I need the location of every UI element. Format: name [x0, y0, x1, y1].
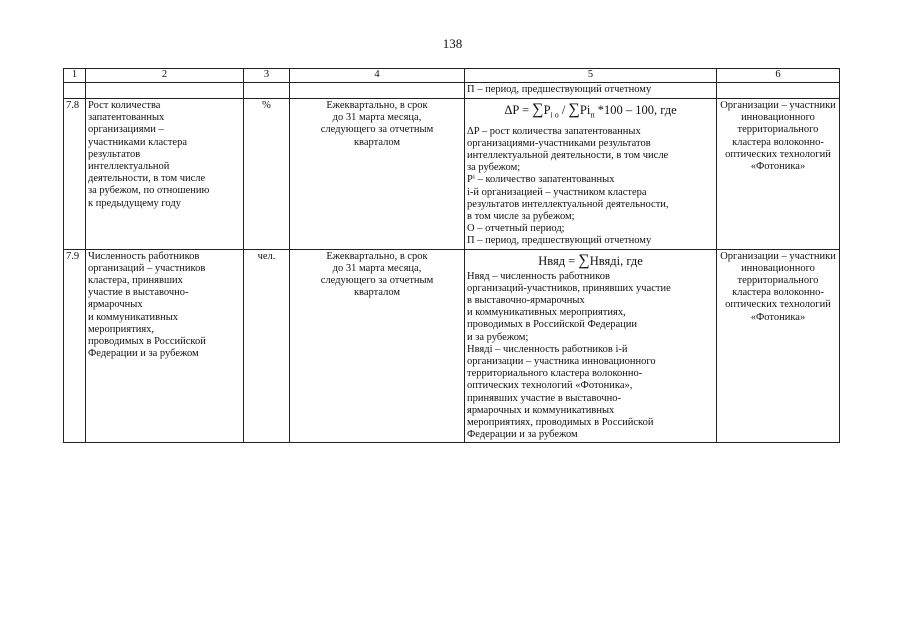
- indicator-name: [86, 99, 244, 250]
- text-line: мероприятиях, проводимых в Российской: [467, 416, 654, 428]
- text-line: кластера, принявших: [88, 274, 183, 286]
- formula-description: [467, 126, 714, 248]
- formula-divide: /: [558, 103, 569, 117]
- text-line: инновационного: [741, 262, 815, 274]
- header-col-2: 2: [86, 69, 244, 83]
- text-line: территориального: [737, 124, 819, 136]
- text-line: деятельности, в том числе: [88, 173, 206, 185]
- formula: [467, 253, 714, 269]
- text-line: ΔP – рост количества запатентованных: [467, 125, 641, 137]
- text-line: за рубежом;: [467, 162, 521, 174]
- text-line: в том числе за рубежом;: [467, 210, 575, 222]
- formula-right: *100 – 100, где: [594, 103, 677, 117]
- text-line: П – период, предшествующий отчетному: [467, 235, 652, 247]
- text-line: кластера волоконно-: [732, 287, 824, 299]
- text-line: территориального кластера волоконно-: [467, 368, 643, 380]
- cont-cell-2: [86, 83, 244, 99]
- text-line: проводимых в Российской Федерации: [467, 319, 638, 331]
- formula-left: Нвяд =: [538, 253, 579, 268]
- text-line: и за рубежом;: [467, 331, 529, 343]
- text-line: организации – участника инновационного: [467, 355, 656, 367]
- table-row: [64, 249, 840, 443]
- formula-term: Pi: [579, 103, 591, 117]
- formula-right: Нвядi, где: [589, 253, 643, 268]
- text-line: интеллектуальной: [88, 161, 170, 173]
- continuation-row: [64, 83, 840, 99]
- unit: чел.: [244, 249, 290, 443]
- text-line: и коммуникативных: [88, 311, 179, 323]
- text-line: организациями –: [88, 124, 164, 136]
- header-col-6: 6: [717, 69, 840, 83]
- text-line: за рубежом, по отношению: [88, 185, 210, 197]
- text-line: участниками кластера: [88, 136, 187, 148]
- text-line: Нвяд – численность работников: [467, 270, 610, 282]
- header-col-1: 1: [64, 69, 86, 83]
- text-line: Федерации и за рубежом: [88, 348, 199, 360]
- text-line: Нвядi – численность работников i-й: [467, 343, 628, 355]
- calculation-method: [465, 249, 717, 443]
- cont-cell-1: [64, 83, 86, 99]
- text-line: территориального: [737, 274, 819, 286]
- formula-subscript: i о: [550, 110, 559, 120]
- header-col-5: 5: [465, 69, 717, 83]
- text-line: результатов: [88, 148, 141, 160]
- text-line: Ежеквартально, в срок: [326, 250, 428, 262]
- text-line: до 31 марта месяца,: [332, 112, 422, 124]
- text-line: кварталом: [353, 287, 401, 299]
- sum-symbol: ∑: [568, 101, 580, 118]
- text-line: Организации – участники: [720, 250, 836, 262]
- text-line: Численность работников: [88, 250, 200, 262]
- formula-left: ΔP =: [504, 103, 533, 117]
- row-number: 7.9: [64, 249, 86, 443]
- text-line: в выставочно-ярмарочных: [467, 294, 585, 306]
- text-line: кластера волоконно-: [732, 136, 824, 148]
- data-source: [717, 99, 840, 250]
- text-line: ярмарочных: [88, 299, 143, 311]
- reporting-period: [290, 99, 465, 250]
- text-line: оптических технологий: [725, 148, 831, 160]
- text-line: О – отчетный период;: [467, 223, 565, 235]
- text-line: интеллектуальной деятельности, в том числе: [467, 149, 669, 161]
- formula: [467, 102, 714, 124]
- text-line: участие в выставочно-: [88, 287, 189, 299]
- text-line: Pⁱ – количество запатентованных: [467, 174, 615, 186]
- page-number: 138: [442, 36, 463, 51]
- header-row: [64, 69, 840, 83]
- text-line: мероприятиях,: [88, 323, 155, 335]
- calculation-method: [465, 99, 717, 250]
- text-line: и коммуникативных мероприятиях,: [467, 307, 626, 319]
- text-line: кварталом: [353, 136, 401, 148]
- text-line: запатентованных: [88, 112, 165, 124]
- text-line: следующего за отчетным: [320, 274, 434, 286]
- indicator-name: [86, 249, 244, 443]
- text-line: «Фотоника»: [750, 161, 806, 173]
- reporting-period: [290, 249, 465, 443]
- table-row: [64, 99, 840, 250]
- text-line: инновационного: [741, 112, 815, 124]
- indicator-table: [63, 68, 840, 443]
- text-line: Федерации и за рубежом: [467, 429, 578, 441]
- text-line: следующего за отчетным: [320, 124, 434, 136]
- text-line: Организации – участники: [720, 100, 836, 111]
- text-line: i-й организацией – участником кластера: [467, 186, 647, 198]
- text-line: оптических технологий «Фотоника»,: [467, 380, 633, 392]
- sum-symbol: ∑: [532, 101, 544, 118]
- row-number: 7.8: [64, 99, 86, 250]
- text-line: к предыдущему году: [88, 197, 181, 209]
- formula-term: P: [543, 103, 551, 117]
- unit: %: [244, 99, 290, 250]
- formula-subscript: п: [590, 110, 595, 120]
- header-col-4: 4: [290, 69, 465, 83]
- text-line: организациями-участниками результатов: [467, 137, 651, 149]
- text-line: принявших участие в выставочно-: [467, 392, 621, 404]
- cont-cell-3: [244, 83, 290, 99]
- text-line: «Фотоника»: [750, 311, 806, 323]
- text-line: организаций – участников: [88, 262, 206, 274]
- text-line: Ежеквартально, в срок: [326, 100, 428, 111]
- continuation-text: П – период, предшествующий отчетному: [465, 83, 717, 99]
- data-source: [717, 249, 840, 443]
- text-line: Рост количества: [88, 100, 161, 111]
- text-line: до 31 марта месяца,: [332, 262, 422, 274]
- header-col-3: 3: [244, 69, 290, 83]
- text-line: ярмарочных и коммуникативных: [467, 404, 615, 416]
- formula-description: [467, 271, 714, 442]
- cont-cell-6: [717, 83, 840, 99]
- text-line: проводимых в Российской: [88, 335, 206, 347]
- sum-symbol: ∑: [578, 251, 590, 269]
- text-line: организаций-участников, принявших участие: [467, 282, 671, 294]
- text-line: оптических технологий: [725, 299, 831, 311]
- text-line: результатов интеллектуальной деятельности,: [467, 198, 669, 210]
- cont-cell-4: [290, 83, 465, 99]
